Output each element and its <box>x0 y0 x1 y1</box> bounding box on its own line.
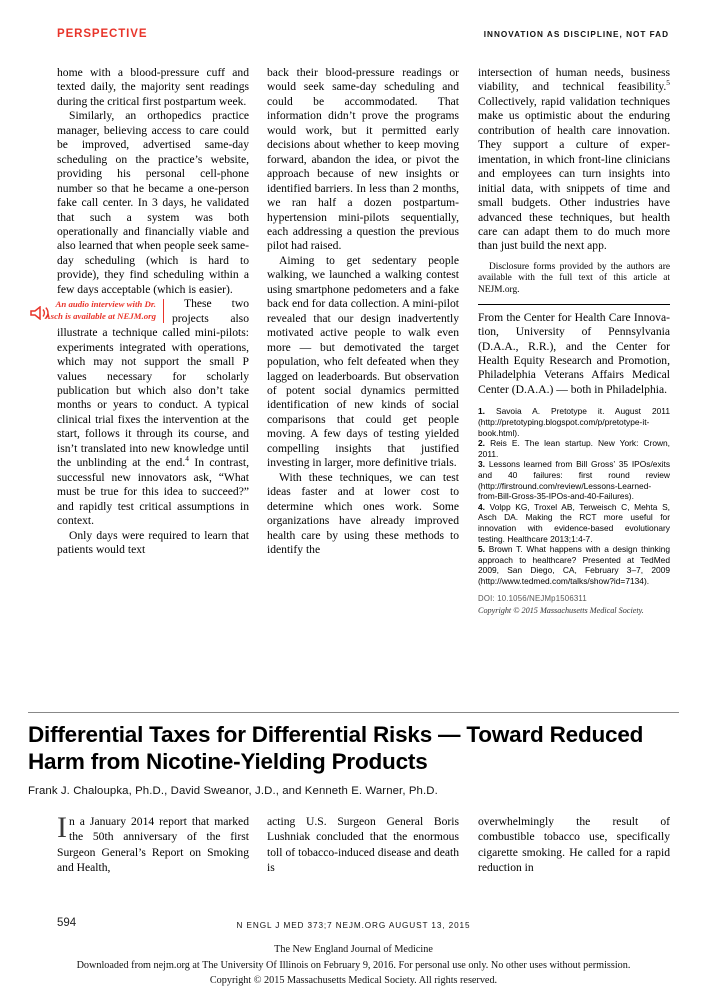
reference-text: Lessons learned from Bill Gross’ 35 IPOs/exits and 40 failures: first round review (http://firstround.com/review/Lessons-Learned-from-Bill-Gross-35-IPOs-and-40-Failures). <box>478 459 671 502</box>
article-2-body <box>57 811 670 892</box>
paragraph-text-b: Collectively, rapid validation techniques make us optimistic about the enduring contribution of health care innovation. They support a culture of experimentation, in which front-line clinicians and employees can turn insights into initial data, with snippets of time and small budgets. Other industries have advanced these techniques, but health care can adapt them to do much more than just build the next app. <box>478 94 670 253</box>
paragraph <box>478 66 670 254</box>
reference-number: 4. <box>478 501 485 512</box>
article-authors: Frank J. Chaloupka, Ph.D., David Sweanor, J.D., and Kenneth E. Warner, Ph.D. <box>28 785 438 797</box>
paragraph-text-a: These two projects also illustrate a technique called mini-pilots: experiments integrated with operations, which may not support the small P values necessary for scholarly publication but which also don’t take months or years to conduct. A typical clinical trial fixes the intervention at the start, follows it through its course, and isn’t translated into new knowledge until the unblinding at the end. <box>57 297 249 470</box>
reference-item <box>478 459 670 501</box>
column-3 <box>478 66 670 701</box>
reference-marker-4: 4 <box>185 454 189 464</box>
reference-text: Brown T. What happens with a design thinking approach to healthcare? Presented at TedMed 2009, San Diego, CA, February 3–7, 2009 (http://www.tedmed.com/talks/show?id=7134). <box>478 544 670 586</box>
column-2 <box>267 66 459 701</box>
audio-callout-text: An audio interview with Dr. Asch is available at NEJM.org <box>44 299 156 322</box>
paragraph: Similarly, an orthopedics practice manager, believing access to care could be improved, advertised same-day scheduling on the practice’s website, providing his personal cell-phone number so that he became a one-person fake call center. In 3 days, he validated that such a system was both operationally and financially viable and also learned that when people seek same-day scheduling (which is hard to provide), they find scheduling within a few days acceptable (which is easier). <box>57 109 249 296</box>
audio-interview-callout[interactable] <box>18 299 164 323</box>
reference-marker-5: 5 <box>666 78 670 88</box>
disclosure-statement: Disclosure forms provided by the authors are available with the full text of this article at NEJM.org. <box>478 261 670 296</box>
article-running-title: INNOVATION AS DISCIPLINE, NOT FAD <box>483 30 669 39</box>
download-notice: Downloaded from nejm.org at The University Of Illinois on February 9, 2016. For personal use only. No other uses without permission. <box>76 959 631 971</box>
reference-number: 2. <box>478 438 485 449</box>
affiliation-note: From the Center for Health Care Innovation, University of Pennsylvania (D.A.A., R.R.), and the Center for Health Equity Research and Promotion, Philadelphia Veterans Affairs Medical Center (D.A.A.) — both in Philadelphia. <box>478 310 670 396</box>
speaker-icon <box>18 306 40 320</box>
column-1 <box>57 811 249 892</box>
column-2 <box>267 814 459 892</box>
paragraph-text-a: intersection of human needs, business viability, and technical feasibility. <box>478 66 670 94</box>
reference-text: Volpp KG, Troxel AB, Terweisch C, Mehta S, Asch DA. Making the RCT more useful for innovation with evidence-based evolutionary testing. Healthcare 2013;1:4-7. <box>478 501 670 544</box>
column-1 <box>44 66 249 701</box>
reference-list <box>478 406 670 586</box>
paragraph-with-callout <box>44 297 249 528</box>
reference-item <box>478 406 670 438</box>
divider-rule <box>478 304 670 305</box>
article-separator-rule <box>28 712 679 713</box>
section-label: PERSPECTIVE <box>57 28 148 40</box>
reference-number: 1. <box>478 406 485 417</box>
reference-number: 5. <box>478 544 485 555</box>
copyright-line: Copyright © 2015 Massachusetts Medical Society. <box>478 606 644 616</box>
reference-text: Savoia A. Pretotype it. August 2011 (http://pretotyping.blogspot.com/p/pretotype-it-book.html). <box>478 406 670 438</box>
running-head <box>57 28 669 44</box>
paragraph: home with a blood-pressure cuff and texted daily, the majority sent readings during the critical first postpartum week. <box>57 66 249 108</box>
paragraph: Aiming to get sedentary people walking, we launched a walking contest using smartphone pedometers and a fake back end for data collection. A mini-pilot revealed that our design inadvertently motivated active people to walk even more — but demotivated the target population, who felt defeated when they lagged on leaderboards. But observation of potent social dynamics permitted identification of new kinds of social comparisons that could get people moving. A few days of testing yielded compelling insights that justified investing in larger, more definitive trials. <box>267 253 459 470</box>
journal-name: The New England Journal of Medicine <box>274 944 433 955</box>
page-number: 594 <box>57 917 77 929</box>
paragraph: With these techniques, we can test ideas faster and at lower cost to determine which ones work. Some organizations have already improved health care by using these methods to identify the <box>267 470 459 556</box>
doi-line: DOI: 10.1056/NEJMp1506311 <box>478 594 587 604</box>
reference-item <box>478 438 670 459</box>
column-3 <box>478 814 670 892</box>
article-2-header <box>28 722 683 797</box>
paragraph-with-dropcap <box>57 811 249 876</box>
reference-number: 3. <box>478 459 485 470</box>
paragraph: acting U.S. Surgeon General Boris Lushniak concluded that the enormous toll of tobacco-induced disease and death is <box>267 815 459 875</box>
paragraph: back their blood-pressure readings or would seek same-day scheduling and could be accommodated. That information didn’t prove the programs would work, but it permitted early decisions about whether to keep moving forward, abandon the idea, or pivot the approach because of new insights or identified barriers. In less than 2 months, we ran half a dozen postpartum-hypertension mini-pilots sequentially, each addressing a question the previous pilot had raised. <box>267 66 459 253</box>
download-footer <box>0 942 707 989</box>
article-1-body <box>44 66 671 701</box>
running-foot: N ENGL J MED 373;7 NEJM.ORG AUGUST 13, 2015 <box>236 921 471 930</box>
paragraph: Only days were required to learn that patients would text <box>57 528 249 556</box>
paragraph-text-b: In contrast, successful new innovators ask, “What must be true for this idea to succeed?” and rapidly test critical assumptions in context. <box>57 456 249 528</box>
article-title: Differential Taxes for Differential Risks — Toward Reduced Harm from Nicotine-Yielding Products <box>28 722 644 774</box>
reference-item <box>478 544 670 586</box>
footer-copyright: Copyright © 2015 Massachusetts Medical Society. All rights reserved. <box>209 975 498 986</box>
paragraph-text: n a January 2014 report that marked the 50th anniversary of the first Surgeon General’s Report on Smoking and Health, <box>57 815 249 875</box>
reference-text: Reis E. The lean startup. New York: Crown, 2011. <box>478 438 671 459</box>
paragraph: overwhelmingly the result of combustible tobacco use, specifically cigarette smoking. He called for a rapid reduction in <box>478 815 670 875</box>
drop-cap: I <box>57 811 67 844</box>
reference-item <box>478 502 670 544</box>
